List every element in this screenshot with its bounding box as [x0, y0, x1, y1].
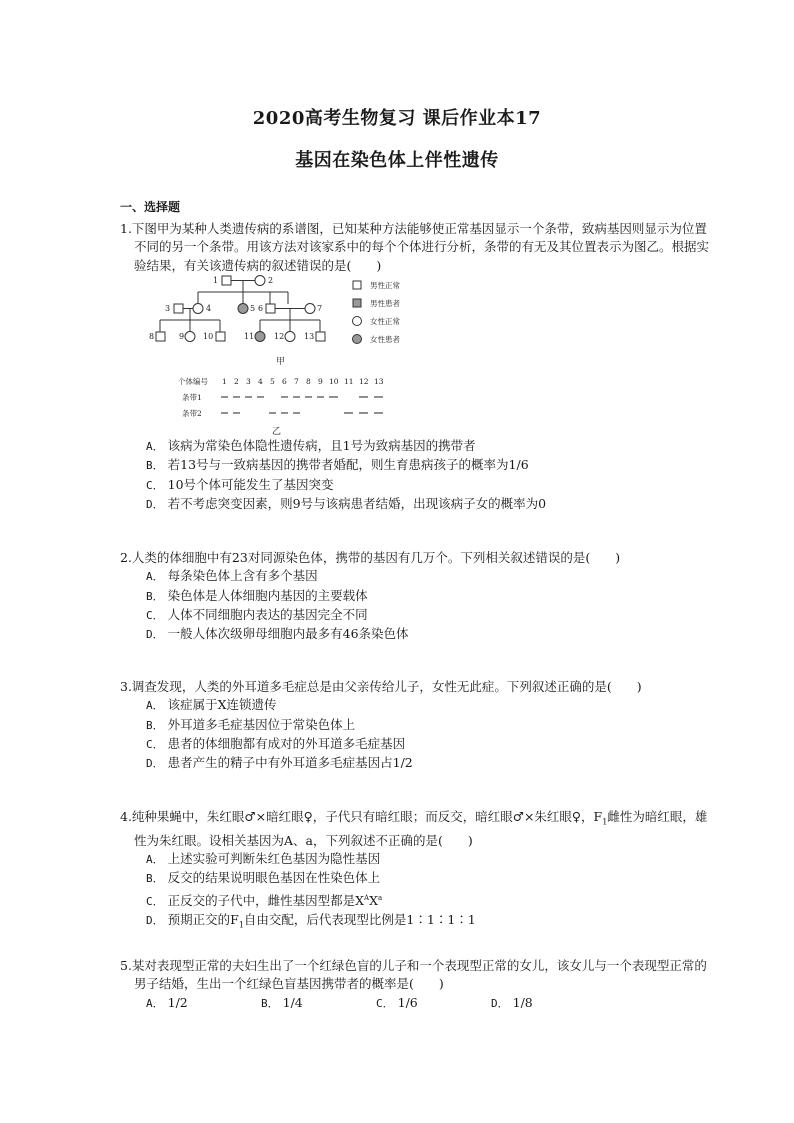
option-d[interactable]: D． 1/8 — [491, 994, 533, 1010]
question-5 — [120, 957, 710, 1013]
band-number: 10 — [329, 377, 339, 386]
question-4-stem: 4.纯种果蝇中，朱红眼♂×暗红眼♀，子代只有暗红眼；而反交，暗红眼♂×朱红眼♀，$F_1$雌性为暗红眼，雄性为朱红眼。设相关基因为A、a，下列叙述不正确的是( ) — [120, 809, 708, 848]
band-number: 9 — [318, 377, 323, 386]
pedigree-number: 2 — [268, 276, 274, 285]
individual-3-male-normal — [174, 304, 183, 313]
question-3 — [120, 678, 710, 773]
option-a[interactable]: A． 每条染色体上含有多个基因 — [146, 568, 318, 584]
individual-11-female-affected — [255, 332, 265, 342]
pedigree-number: 11 — [244, 332, 255, 341]
individual-8-male-normal — [156, 332, 165, 341]
legend-label: 男性患者 — [370, 299, 400, 308]
option-a[interactable]: A． 该症属于X连锁遗传 — [146, 697, 277, 713]
legend-female-affected-icon — [353, 335, 362, 344]
pedigree-figure — [140, 272, 420, 442]
band-number: 8 — [306, 377, 311, 386]
pedigree-number: 8 — [149, 332, 155, 341]
pedigree-number: 12 — [274, 332, 285, 341]
option-d[interactable]: D． 患者产生的精子中有外耳道多毛症基因占1/2 — [146, 755, 413, 771]
pedigree-number: 10 — [203, 332, 214, 341]
band-number: 7 — [294, 377, 299, 386]
option-d[interactable]: D． 若不考虑突变因素，则9号与该病患者结婚，出现该病子女的概率为0 — [146, 495, 547, 511]
band2-label: 条带2 — [182, 409, 202, 418]
individual-7-female-normal — [305, 304, 315, 314]
option-a[interactable]: A． 该病为常染色体隐性遗传病，且1号为致病基因的携带者 — [146, 438, 476, 453]
option-c[interactable]: C． 人体不同细胞内表达的基因完全不同 — [146, 606, 368, 622]
section-heading: 一、选择题 — [120, 200, 181, 214]
band-pattern-chart — [178, 376, 384, 437]
question-1-options — [120, 437, 710, 514]
band-number: 1 — [222, 377, 227, 386]
band-row-label: 个体编号 — [178, 377, 208, 386]
option-b[interactable]: B． 若13号与一致病基因的携带者婚配，则生育患病孩子的概率为1/6 — [146, 457, 529, 473]
individual-4-female-normal — [193, 304, 203, 314]
pedigree-number: 4 — [206, 304, 212, 313]
pedigree-number: 5 — [250, 304, 256, 313]
individual-1-male-normal — [222, 276, 231, 285]
option-b[interactable]: B． 1/4 — [261, 994, 303, 1010]
legend-label: 男性正常 — [370, 281, 400, 290]
question-2 — [120, 549, 710, 644]
pedigree-number: 13 — [304, 332, 315, 341]
individual-10-male-normal — [216, 332, 225, 341]
band1-label: 条带1 — [182, 393, 202, 402]
individual-2-female-normal — [255, 276, 265, 286]
document-subtitle: 基因在染色体上伴性遗传 — [295, 150, 499, 171]
question-5-stem: 5.某对表现型正常的夫妇生出了一个红绿色盲的儿子和一个表现型正常的女儿，该女儿与一个表现型正常的男子结婚，生出一个红绿色盲基因携带者的概率是( ) — [120, 958, 707, 992]
band-number: 13 — [374, 377, 384, 386]
band-number: 3 — [246, 377, 251, 386]
figure-caption-b: 乙 — [272, 427, 282, 437]
pedigree-number: 3 — [165, 304, 171, 313]
option-b[interactable]: B． 外耳道多毛症基因位于常染色体上 — [146, 716, 356, 732]
option-d[interactable]: D． 一般人体次级卵母细胞内最多有46条染色体 — [146, 626, 409, 642]
legend-male-affected-icon — [353, 299, 361, 307]
option-b[interactable]: B． 反交的结果说明眼色基因在性染色体上 — [146, 870, 381, 886]
pedigree-number: 7 — [317, 304, 323, 313]
option-c[interactable]: C． 正反交的子代中，雌性基因型都是$X^AX^a$ — [146, 892, 383, 908]
band-number: 12 — [359, 377, 369, 386]
question-2-stem: 2.人类的体细胞中有23对同源染色体，携带的基因有几万个。下列相关叙述错误的是( ) — [120, 550, 621, 565]
option-c[interactable]: C． 患者的体细胞都有成对的外耳道多毛症基因 — [146, 735, 406, 751]
pedigree-number: 6 — [258, 304, 264, 313]
option-d[interactable]: D． 预期正交的$F_1$自由交配，后代表现型比例是1∶1∶1∶1 — [146, 912, 476, 930]
option-b[interactable]: B． 染色体是人体细胞内基因的主要载体 — [146, 587, 368, 603]
band-number: 6 — [282, 377, 287, 386]
individual-12-female-normal — [285, 332, 295, 342]
question-4 — [120, 808, 710, 935]
individual-9-female-normal — [185, 332, 195, 342]
legend-label: 女性正常 — [370, 317, 400, 326]
legend-label: 女性患者 — [370, 335, 400, 344]
option-c[interactable]: C． 1/6 — [376, 994, 418, 1010]
pedigree-legend — [353, 281, 362, 344]
individual-13-male-normal — [316, 332, 325, 341]
individual-6-male-normal — [266, 304, 275, 313]
question-1-stem: 1.下图甲为某种人类遗传病的系谱图，已知某种方法能够使正常基因显示一个条带，致病基因则显示为位置不同的另一个条带。用该方法对该家系中的每个个体进行分析，条带的有无及其位置表示为图乙。根据实验结果，有关该遗传病的叙述错误的是( ) — [120, 221, 710, 273]
band-number: 5 — [270, 377, 275, 386]
question-3-stem: 3.调查发现，人类的外耳道多毛症总是由父亲传给儿子，女性无此症。下列叙述正确的是( ) — [120, 679, 642, 694]
option-a[interactable]: A． 1/2 — [146, 994, 188, 1010]
option-a[interactable]: A． 上述实验可判断朱红色基因为隐性基因 — [146, 851, 381, 867]
band-marks — [221, 397, 383, 413]
pedigree-number: 9 — [179, 332, 185, 341]
option-c[interactable]: C． 10号个体可能发生了基因突变 — [146, 476, 334, 492]
legend-male-normal-icon — [353, 281, 361, 289]
pedigree-number: 1 — [213, 276, 219, 285]
document-title: 2020高考生物复习 课后作业本17 — [252, 108, 542, 129]
figure-caption-a: 甲 — [276, 357, 286, 367]
band-number: 11 — [344, 377, 354, 386]
individual-5-female-affected — [238, 304, 248, 314]
band-number: 4 — [258, 377, 263, 386]
legend-female-normal-icon — [353, 317, 362, 326]
question-1 — [120, 220, 710, 275]
band-number: 2 — [234, 377, 239, 386]
